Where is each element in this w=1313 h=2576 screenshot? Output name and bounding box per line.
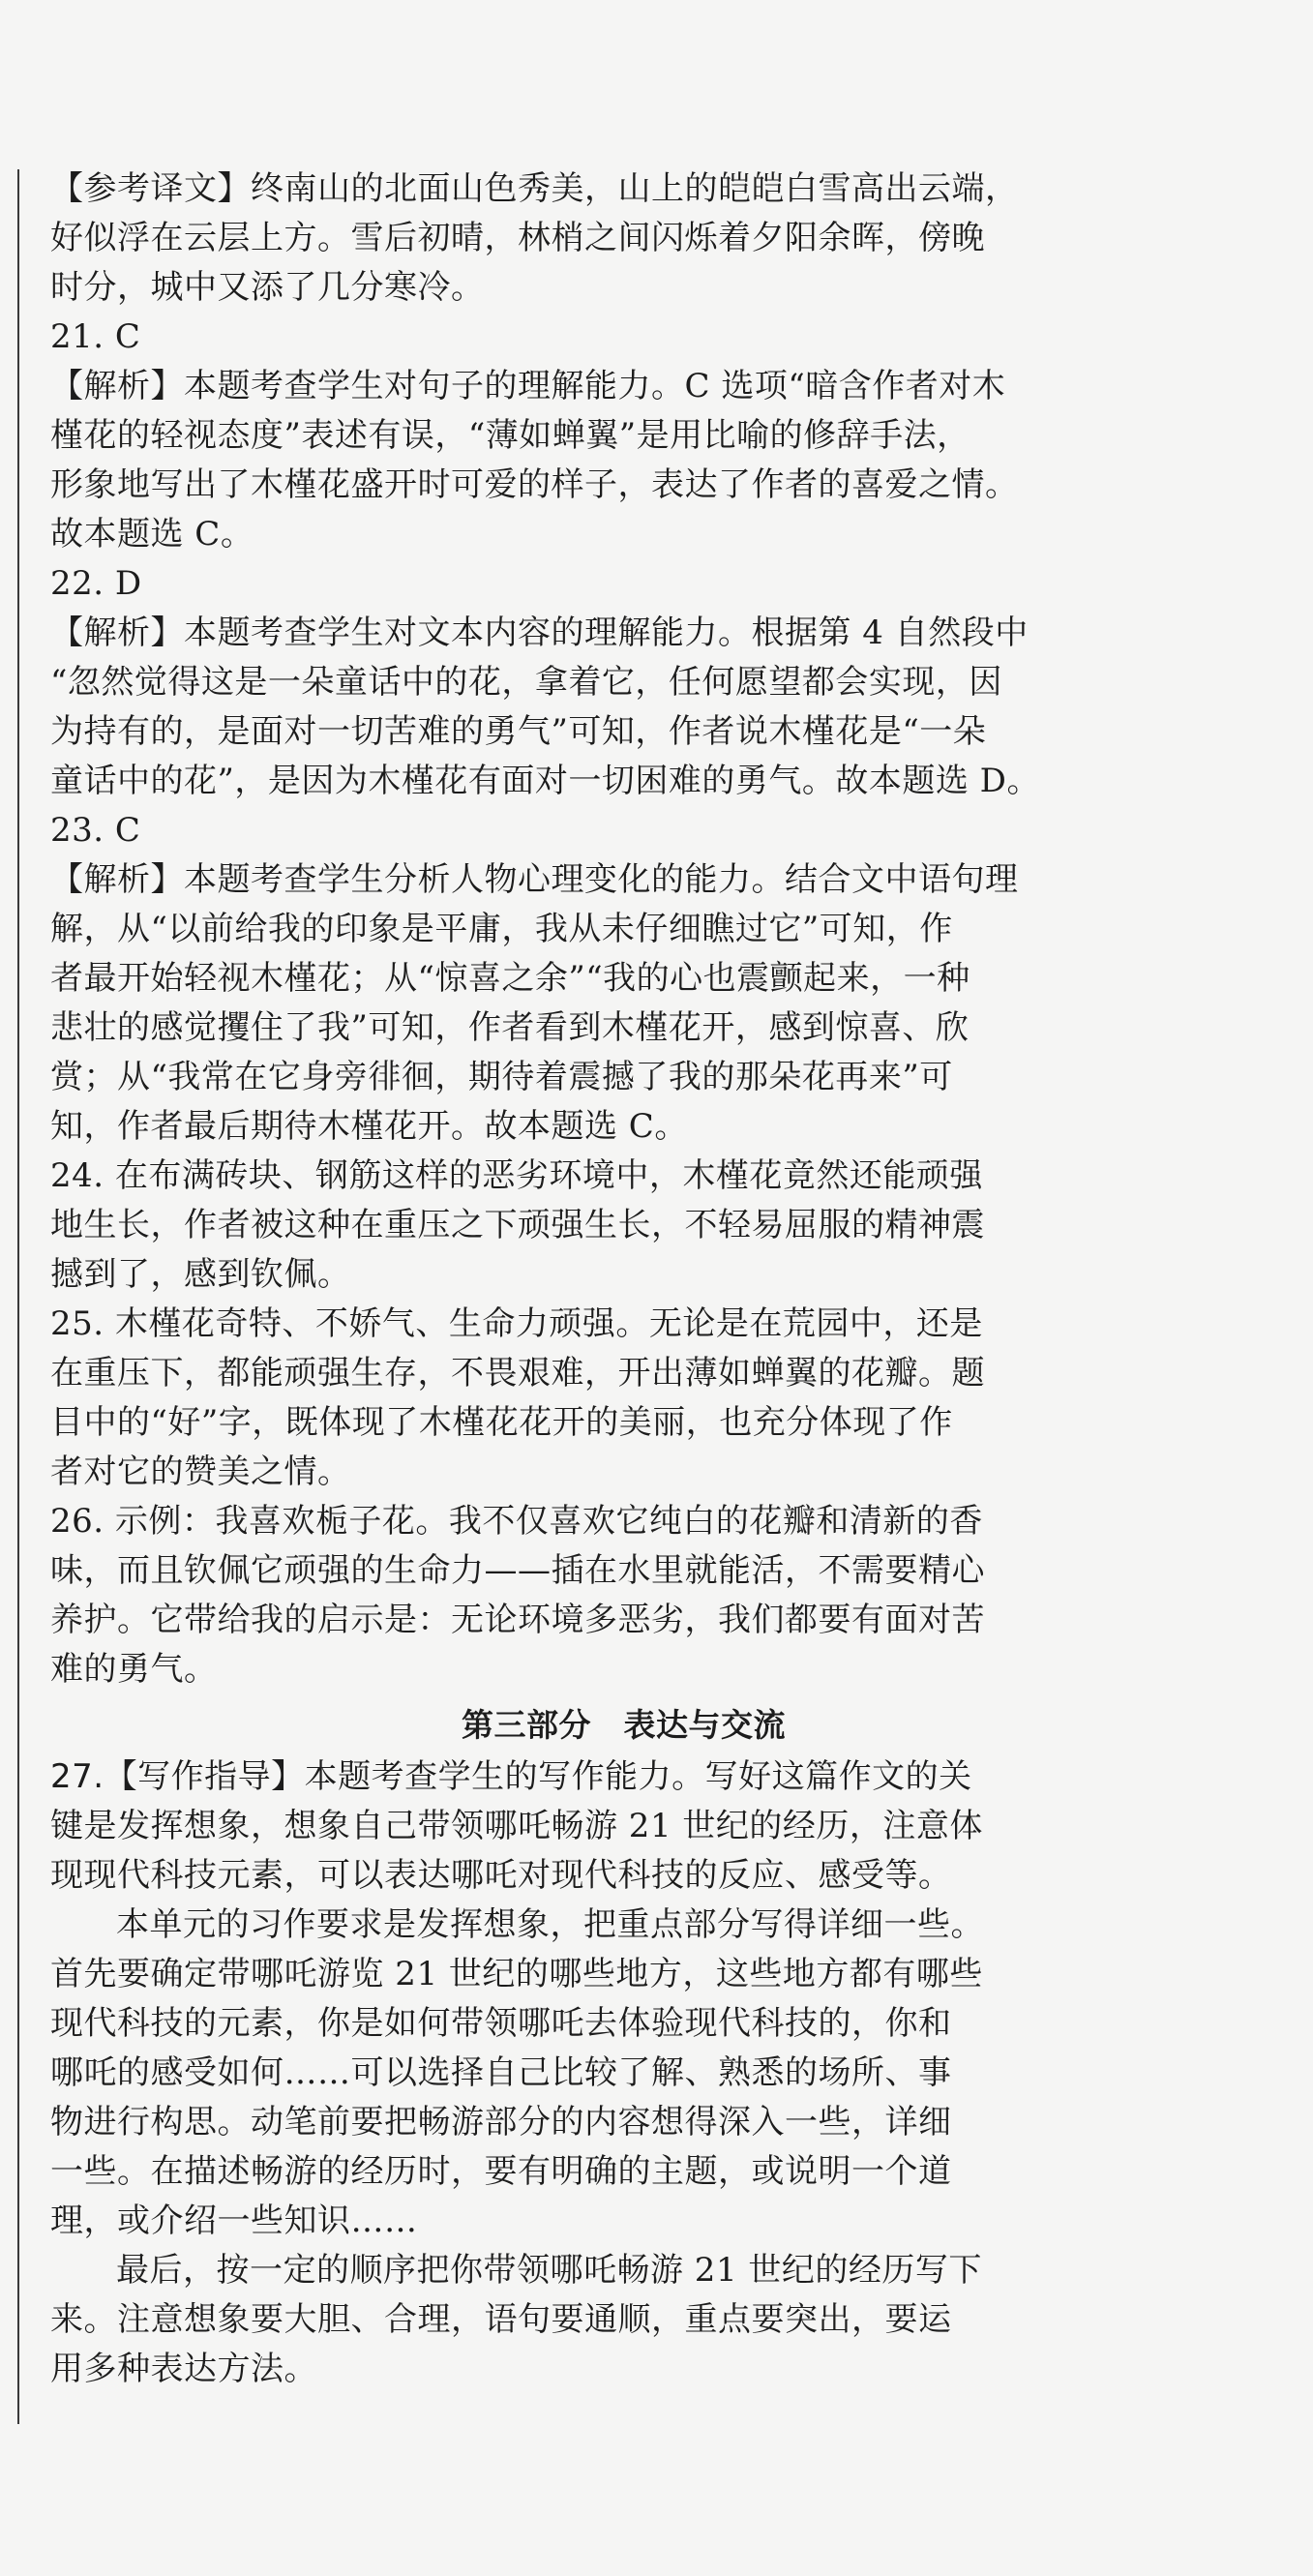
line-text: 者最开始轻视木槿花；从“惊喜之余”“我的心也震颤起来，一种 bbox=[50, 959, 970, 998]
line-text: 地生长，作者被这种在重压之下顽强生长，不轻易屈服的精神震 bbox=[50, 1206, 985, 1244]
text-line bbox=[50, 2098, 1139, 2147]
text-line bbox=[50, 1645, 1139, 1694]
text-line bbox=[50, 1802, 1139, 1851]
text-line bbox=[50, 658, 1139, 707]
line-text: 来。注意想象要大胆、合理，语句要通顺，重点要突出，要运 bbox=[50, 2300, 952, 2339]
line-text: 形象地写出了木槿花盛开时可爱的样子，表达了作者的喜爱之情。 bbox=[50, 465, 1019, 504]
text-line bbox=[50, 2049, 1139, 2098]
text-line bbox=[50, 1752, 1139, 1802]
line-text: 本题考查学生对句子的理解能力。C 选项“暗含作者对木 bbox=[184, 367, 1006, 405]
line-text: 味，而且钦佩它顽强的生命力——插在水里就能活，不需要精心 bbox=[50, 1551, 985, 1590]
text-line bbox=[50, 263, 1139, 313]
text-line bbox=[50, 2197, 1139, 2246]
text-line bbox=[50, 2246, 1139, 2295]
line-text: 最后，按一定的顺序把你带领哪吒畅游 21 世纪的经历写下 bbox=[116, 2251, 982, 2290]
line-text: 第三部分 表达与交流 bbox=[462, 1706, 786, 1744]
text-line bbox=[50, 1497, 1139, 1546]
line-text: 现代科技的元素，你是如何带领哪吒去体验现代科技的，你和 bbox=[50, 2004, 952, 2043]
line-text: 本题考查学生的写作能力。写好这篇作文的关 bbox=[304, 1757, 972, 1796]
line-text: 知，作者最后期待木槿花开。故本题选 C。 bbox=[50, 1107, 688, 1146]
line-text: 首先要确定带哪吒游览 21 世纪的哪些地方，这些地方都有哪些 bbox=[50, 1955, 983, 1993]
text-line bbox=[50, 1201, 1139, 1250]
text-line bbox=[50, 1053, 1139, 1102]
margin-rule bbox=[17, 169, 19, 2424]
line-text: 故本题选 C。 bbox=[50, 515, 254, 554]
line-text: 目中的“好”字，既体现了木槿花花开的美丽，也充分体现了作 bbox=[50, 1403, 953, 1442]
text-line bbox=[50, 1901, 1139, 1950]
text-line bbox=[50, 1349, 1139, 1398]
line-text: 养护。它带给我的启示是：无论环境多恶劣，我们都要有面对苦 bbox=[50, 1601, 985, 1639]
text-line bbox=[50, 1596, 1139, 1645]
text-line bbox=[50, 1152, 1139, 1201]
line-text: 槿花的轻视态度”表述有误，“薄如蝉翼”是用比喻的修辞手法， bbox=[50, 416, 970, 455]
text-line bbox=[50, 461, 1139, 510]
line-text: 解，从“以前给我的印象是平庸，我从未仔细瞧过它”可知，作 bbox=[50, 910, 953, 948]
text-line bbox=[50, 2295, 1139, 2345]
text-line bbox=[50, 609, 1139, 658]
text-line bbox=[50, 1250, 1139, 1300]
line-text: 本题考查学生对文本内容的理解能力。根据第 4 自然段中 bbox=[184, 614, 1029, 652]
line-text: 悲壮的感觉攫住了我”可知，作者看到木槿花开，感到惊喜、欣 bbox=[50, 1008, 970, 1047]
text-line bbox=[50, 1398, 1139, 1448]
text-line bbox=[50, 559, 1139, 609]
text-line bbox=[50, 510, 1139, 559]
bracket-label: 27.【写作指导】 bbox=[50, 1757, 305, 1796]
line-text: 键是发挥想象，想象自己带领哪吒畅游 21 世纪的经历，注意体 bbox=[50, 1807, 983, 1845]
text-line bbox=[50, 1300, 1139, 1349]
line-text: 好似浮在云层上方。雪后初晴，林梢之间闪烁着夕阳余晖，傍晚 bbox=[50, 219, 985, 257]
text-line bbox=[50, 905, 1139, 954]
line-text: 哪吒的感受如何……可以选择自己比较了解、熟悉的场所、事 bbox=[50, 2053, 952, 2092]
line-text: 物进行构思。动笔前要把畅游部分的内容想得深入一些，详细 bbox=[50, 2103, 952, 2142]
text-line bbox=[50, 855, 1139, 905]
text-line bbox=[50, 1999, 1139, 2049]
text-line bbox=[50, 362, 1139, 411]
text-line bbox=[50, 1546, 1139, 1596]
line-text: 理，或介绍一些知识…… bbox=[50, 2202, 418, 2240]
line-text: 者对它的赞美之情。 bbox=[50, 1453, 351, 1491]
text-line bbox=[50, 1003, 1139, 1053]
text-line bbox=[50, 1448, 1139, 1497]
text-line bbox=[50, 1851, 1139, 1901]
text-line bbox=[50, 411, 1139, 461]
line-text: 终南山的北面山色秀美，山上的皑皑白雪高出云端， bbox=[251, 169, 1019, 208]
text-line bbox=[50, 2147, 1139, 2197]
bracket-label: 【参考译文】 bbox=[50, 169, 251, 208]
line-text: 为持有的，是面对一切苦难的勇气”可知，作者说木槿花是“一朵 bbox=[50, 712, 987, 751]
bracket-label: 【解析】 bbox=[50, 860, 184, 899]
line-text: 撼到了，感到钦佩。 bbox=[50, 1255, 351, 1294]
line-text: 赏；从“我常在它身旁徘徊，期待着震撼了我的那朵花再来”可 bbox=[50, 1058, 953, 1096]
line-text: 24. 在布满砖块、钢筋这样的恶劣环境中，木槿花竟然还能顽强 bbox=[50, 1156, 983, 1195]
section-heading bbox=[50, 1698, 1139, 1752]
line-text: 在重压下，都能顽强生存，不畏艰难，开出薄如蝉翼的花瓣。题 bbox=[50, 1354, 985, 1393]
text-line bbox=[50, 1102, 1139, 1152]
line-text: 用多种表达方法。 bbox=[50, 2350, 317, 2388]
line-text: 26. 示例：我喜欢栀子花。我不仅喜欢它纯白的花瓣和清新的香 bbox=[50, 1502, 983, 1541]
line-text: 难的勇气。 bbox=[50, 1650, 218, 1689]
text-line bbox=[50, 757, 1139, 806]
line-text: 21. C bbox=[50, 317, 141, 356]
text-line bbox=[50, 806, 1139, 855]
text-line bbox=[50, 2345, 1139, 2394]
line-text: 22. D bbox=[50, 564, 142, 603]
line-text: 童话中的花”，是因为木槿花有面对一切困难的勇气。故本题选 D。 bbox=[50, 762, 1040, 800]
line-text: 现现代科技元素，可以表达哪吒对现代科技的反应、感受等。 bbox=[50, 1856, 952, 1895]
bracket-label: 【解析】 bbox=[50, 367, 184, 405]
line-text: 时分，城中又添了几分寒冷。 bbox=[50, 268, 485, 307]
text-line bbox=[50, 707, 1139, 757]
line-text: 本单元的习作要求是发挥想象，把重点部分写得详细一些。 bbox=[116, 1905, 984, 1944]
bracket-label: 【解析】 bbox=[50, 614, 184, 652]
answer-text-block bbox=[50, 165, 1139, 2394]
text-line bbox=[50, 313, 1139, 362]
line-text: “忽然觉得这是一朵童话中的花，拿着它，任何愿望都会实现，因 bbox=[50, 663, 1002, 702]
text-line bbox=[50, 165, 1139, 214]
line-text: 本题考查学生分析人物心理变化的能力。结合文中语句理 bbox=[184, 860, 1019, 899]
text-line bbox=[50, 214, 1139, 263]
text-line bbox=[50, 1950, 1139, 1999]
text-line bbox=[50, 954, 1139, 1003]
line-text: 23. C bbox=[50, 811, 141, 850]
line-text: 25. 木槿花奇特、不娇气、生命力顽强。无论是在荒园中，还是 bbox=[50, 1304, 983, 1343]
line-text: 一些。在描述畅游的经历时，要有明确的主题，或说明一个道 bbox=[50, 2152, 952, 2191]
